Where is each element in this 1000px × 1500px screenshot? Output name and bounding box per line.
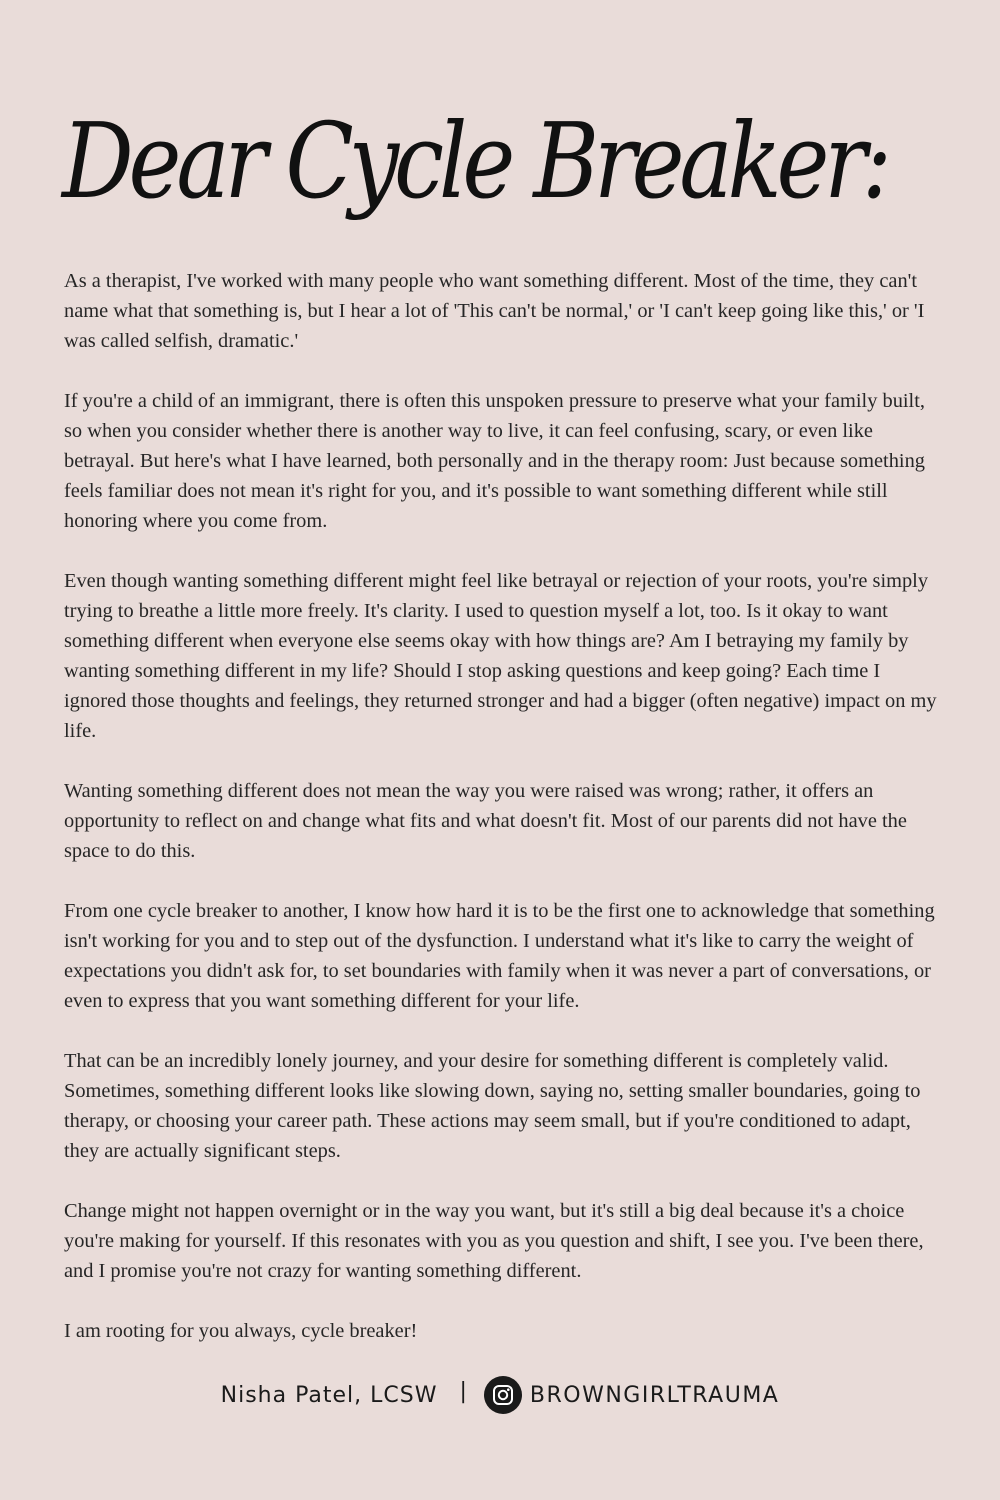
paragraph: From one cycle breaker to another, I know how hard it is to be the first one to acknowledge that something isn't working for you and to step out of the dysfunction. I understand what it's like to carry the weight of expectations you didn't ask for, to set boundaries with family when it was never a part of conversations, or even to express that you want something different for your life. [64,900,935,1012]
instagram-icon[interactable] [484,1376,522,1414]
paragraph: As a therapist, I've worked with many people who want something different. Most of the time, they can't name what that something is, but I hear a lot of 'This can't be normal,' or 'I can't keep going like this,' or 'I was called selfish, dramatic.' [64,270,925,352]
author-name: Nisha Patel, LCSW [220,1382,438,1408]
letter-body [64,266,944,1376]
separator: | [459,1378,468,1404]
paragraph: That can be an incredibly lonely journey, and your desire for something different is completely valid. Sometimes, something different looks like slowing down, saying no, setting smaller boundaries, going to therapy, or choosing your career path. These actions may seem small, but if you're conditioned to adapt, they are actually significant steps. [64,1050,921,1162]
page-title: Dear Cycle Breaker: [62,100,887,222]
paragraph: Wanting something different does not mean the way you were raised was wrong; rather, it offers an opportunity to reflect on and change what fits and what doesn't fit. Most of our parents did not have the space to do this. [64,780,907,862]
paragraph: Change might not happen overnight or in the way you want, but it's still a big deal because it's a choice you're making for yourself. If this resonates with you as you question and shift, I see you. I've been there, and I promise you're not crazy for wanting something different. [64,1200,924,1282]
paragraph: If you're a child of an immigrant, there is often this unspoken pressure to preserve what your family built, so when you consider whether there is another way to live, it can feel confusing, scary, or even like betrayal. But here's what I have learned, both personally and in the therapy room: Just because something feels familiar does not mean it's right for you, and it's possible to want something different while still honoring where you come from. [64,390,925,532]
signature-bar [0,1376,1000,1414]
instagram-handle[interactable]: BROWNGIRLTRAUMA [529,1382,780,1408]
closing-line: I am rooting for you always, cycle breaker! [64,1320,418,1342]
paragraph: Even though wanting something different might feel like betrayal or rejection of your roots, you're simply trying to breathe a little more freely. It's clarity. I used to question myself a lot, too. Is it okay to want something different when everyone else seems okay with how things are? Am I betraying my family by wanting something different in my life? Should I stop asking questions and keep going? Each time I ignored those thoughts and feelings, they returned stronger and had a bigger (often negative) impact on my life. [64,570,937,742]
